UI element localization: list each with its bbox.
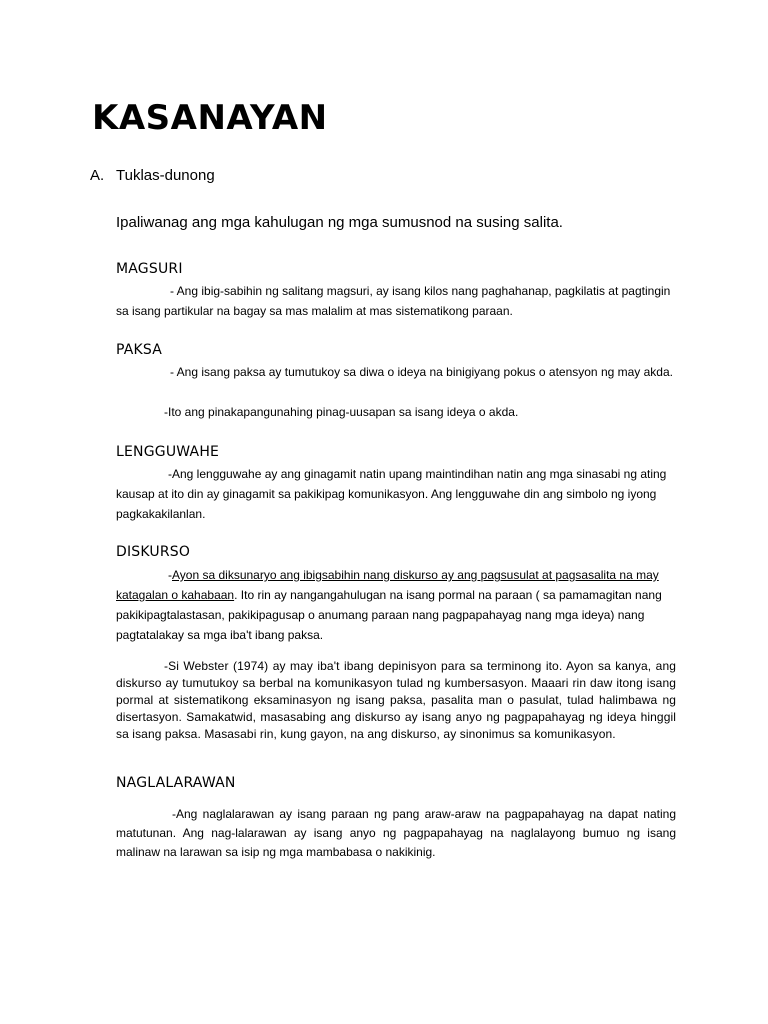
term-definition-paksa-2: -Ito ang pinakapangunahing pinag-uusapan sa isang ideya o akda. [164,405,519,419]
diskurso-rest-text: . Ito rin ay nangangahulugan na isang pormal na paraan ( sa pamamagitan nang pakikipagtalastasan, pakikipagusap o anumang paraan nang pagpapahayag nang mga ideya) nang pagtatalakay sa mga iba't ibang paksa. [116,588,662,642]
term-heading-magsuri: MAGSURI [116,261,183,277]
term-heading-diskurso: DISKURSO [116,544,191,560]
section-letter: A. [90,167,105,184]
section-heading [90,167,215,184]
term-definition-diskurso-webster: -Si Webster (1974) ay may iba't ibang depinisyon para sa terminong ito. Ayon sa kanya, ang diskurso ay tumutukoy sa berbal na komunikasyon tulad ng kumbersasyon. Maaari rin daw itong isang pormal at sistematikong eksaminasyon ng isang paksa, pasalita man o pasulat, tulad halimbawa ng disertasyon. Samakatwid, masasabing ang diskurso ay isang anyo ng pagpapahayag ng ideya hinggil sa isang paksa. Masasabi rin, kung gayon, na ang diskurso, ay sinonimus sa komunikasyon. [116,659,676,741]
term-heading-paksa: PAKSA [116,342,163,358]
instruction-text: Ipaliwanag ang mga kahulugan ng mga sumusnod na susing salita. [116,214,563,231]
term-definition-magsuri: - Ang ibig-sabihin ng salitang magsuri, ay isang kilos nang paghahanap, pagkilatis at pagtingin sa isang partikular na bagay sa mas malalim at mas sistematikong paraan. [116,284,671,318]
diskurso-underlined-text: Ayon sa diksunaryo ang ibigsabihin nang diskurso ay ang pagsusulat at pagsasalita na may katagalan o kahabaan [116,568,659,602]
section-label: Tuklas-dunong [116,167,215,184]
term-heading-lengguwahe: LENGGUWAHE [116,444,220,460]
term-definition-lengguwahe: -Ang lengguwahe ay ang ginagamit natin upang maintindihan natin ang mga sinasabi ng ating kausap at ito din ay ginagamit sa pakikipag komunikasyon. Ang lengguwahe din ang simbolo ng iyong pagkakakilanlan. [116,467,667,521]
diskurso-prefix: - [168,568,172,582]
term-heading-naglalarawan: NAGLALARAWAN [116,775,236,791]
term-definition-paksa-1: - Ang isang paksa ay tumutukoy sa diwa o ideya na binigiyang pokus o atensyon ng may akda. [170,365,673,379]
term-definition-naglalarawan: -Ang naglalarawan ay isang paraan ng pang araw-araw na pagpapahayag na dapat nating matutunan. Ang nag-lalarawan ay isang anyo ng pagpapahayag na naglalayong bumuo ng isang malinaw na larawan sa isip ng mga mambabasa o nakikinig. [116,807,676,859]
term-definition-diskurso [116,565,676,645]
page-title: KASANAYAN [92,98,328,138]
